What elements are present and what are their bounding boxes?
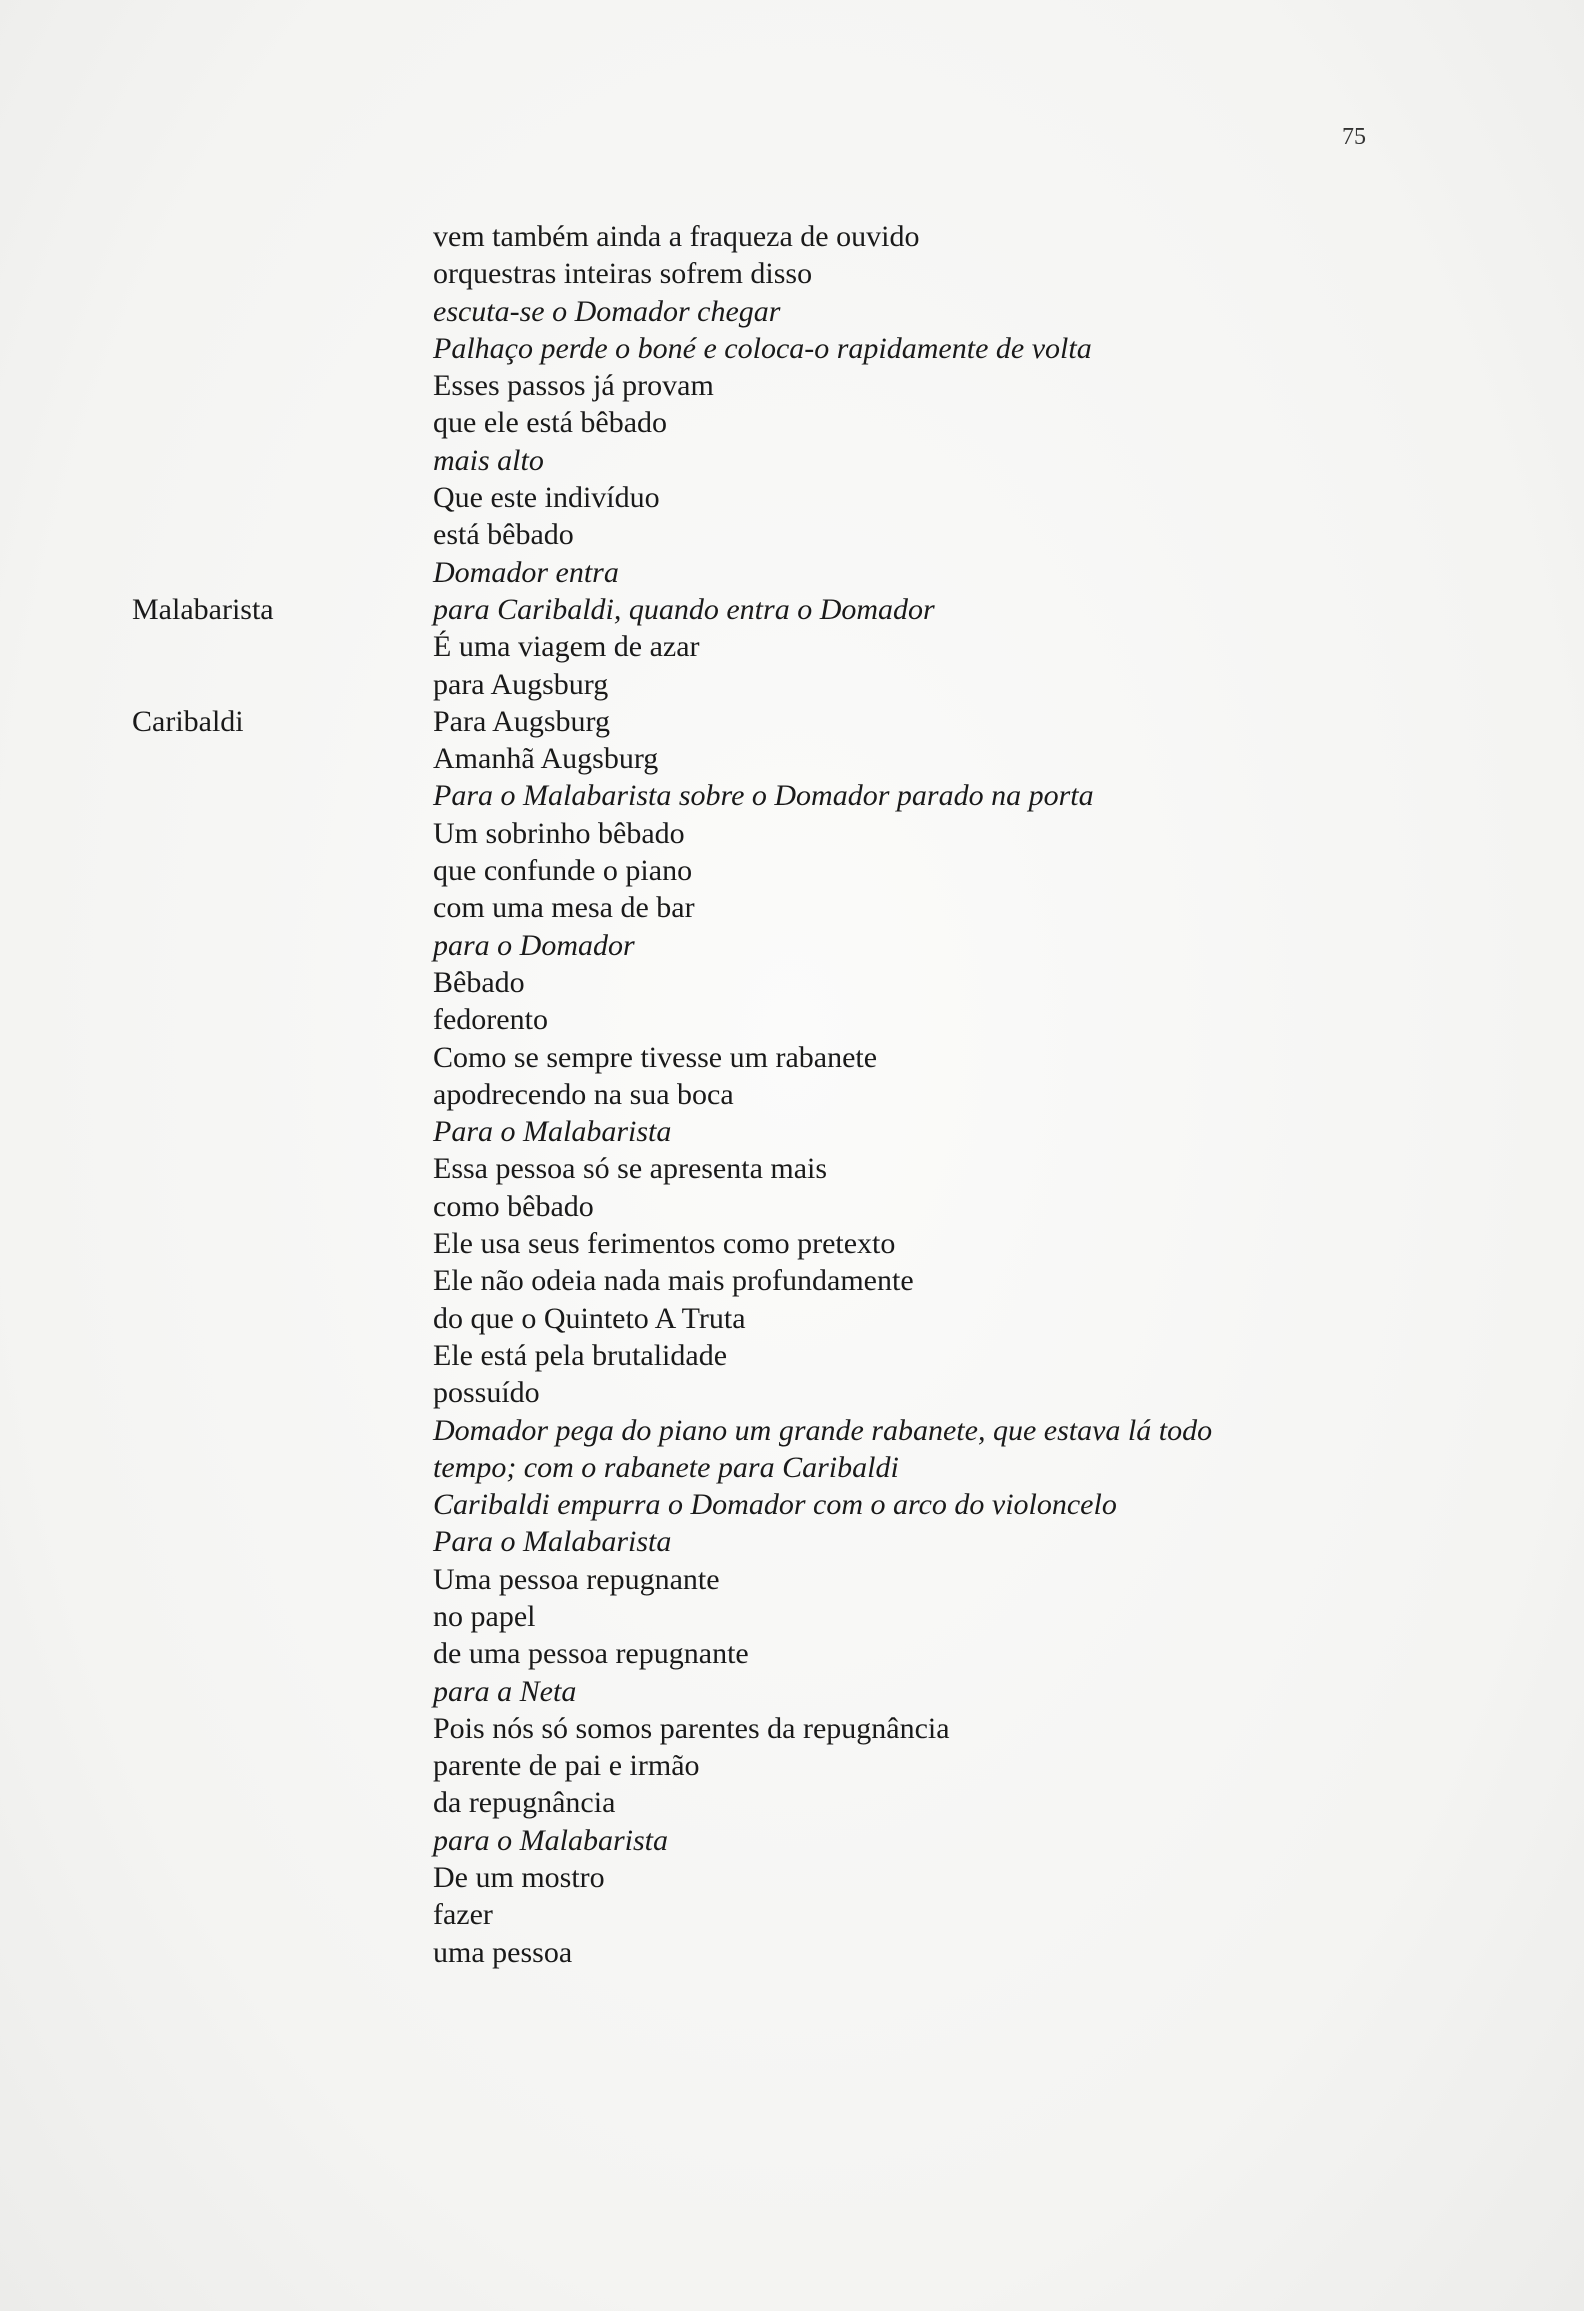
dialogue-line: como bêbado (433, 1189, 594, 1223)
script-line (0, 1150, 1584, 1187)
stage-direction: Para o Malabarista (433, 1115, 672, 1149)
script-line (0, 1300, 1584, 1337)
dialogue-line: uma pessoa (433, 1935, 573, 1969)
dialogue-line: da repugnância (433, 1786, 616, 1820)
script-line (0, 964, 1584, 1001)
dialogue-line: Como se sempre tivesse um rabanete (433, 1040, 878, 1074)
stage-direction: tempo; com o rabanete para Caribaldi (433, 1450, 899, 1484)
script-line (0, 815, 1584, 852)
dialogue-line: Bêbado (433, 965, 525, 999)
speaker-name: Malabarista (132, 592, 274, 626)
dialogue-line: Ele está pela brutalidade (433, 1338, 728, 1372)
script-line (0, 516, 1584, 553)
script-line (0, 1001, 1584, 1038)
dialogue-line: de uma pessoa repugnante (433, 1637, 749, 1671)
script-line (0, 703, 1584, 740)
dialogue-line: possuído (433, 1376, 540, 1410)
script-line (0, 1598, 1584, 1635)
dialogue-line: vem também ainda a fraqueza de ouvido (433, 220, 920, 253)
script-line (0, 1747, 1584, 1784)
script-line (0, 293, 1584, 330)
script-line (0, 1337, 1584, 1374)
speaker-name: Caribaldi (132, 704, 244, 738)
stage-direction: para Caribaldi, quando entra o Domador (433, 592, 935, 626)
script-line (0, 852, 1584, 889)
dialogue-line: para Augsburg (433, 667, 609, 701)
dialogue-line: Para Augsburg (433, 704, 610, 738)
stage-direction: Domador entra (433, 555, 619, 589)
stage-direction: Para o Malabarista sobre o Domador parado na porta (433, 779, 1094, 813)
script-line (0, 889, 1584, 926)
script-line (0, 740, 1584, 777)
script-line (0, 1188, 1584, 1225)
script-line (0, 1822, 1584, 1859)
script-line (0, 1673, 1584, 1710)
dialogue-line: está bêbado (433, 518, 574, 552)
dialogue-line: Pois nós só somos parentes da repugnância (433, 1711, 950, 1745)
dialogue-line: De um mostro (433, 1861, 605, 1895)
dialogue-line: fazer (433, 1898, 493, 1932)
script-line (0, 554, 1584, 591)
script-line (0, 591, 1584, 628)
page-number: 75 (1342, 124, 1366, 150)
stage-direction: Para o Malabarista (433, 1525, 672, 1559)
script-line (0, 1523, 1584, 1560)
script-line (0, 1225, 1584, 1262)
stage-direction: escuta-se o Domador chegar (433, 294, 781, 328)
script-line (0, 1486, 1584, 1523)
dialogue-line: Esses passos já provam (433, 369, 714, 403)
dialogue-line: do que o Quinteto A Truta (433, 1301, 746, 1335)
dialogue-line: orquestras inteiras sofrem disso (433, 257, 813, 291)
dialogue-line: É uma viagem de azar (433, 630, 700, 664)
dialogue-line: que ele está bêbado (433, 406, 668, 440)
script-line (0, 1561, 1584, 1598)
stage-direction: Palhaço perde o boné e coloca-o rapidamente de volta (433, 331, 1092, 365)
script-line (0, 1412, 1584, 1449)
script-line (0, 777, 1584, 814)
dialogue-line: Ele não odeia nada mais profundamente (433, 1264, 914, 1298)
stage-direction: mais alto (433, 443, 544, 477)
script-line (0, 1262, 1584, 1299)
script-line (0, 1449, 1584, 1486)
stage-direction: para a Neta (433, 1674, 577, 1708)
script-line (0, 255, 1584, 292)
script-line (0, 1635, 1584, 1672)
dialogue-line: Um sobrinho bêbado (433, 816, 685, 850)
script-line (0, 927, 1584, 964)
script-line (0, 479, 1584, 516)
dialogue-line: apodrecendo na sua boca (433, 1077, 734, 1111)
dialogue-line: fedorento (433, 1003, 548, 1037)
script-line (0, 404, 1584, 441)
script-line (0, 1896, 1584, 1933)
script-line (0, 367, 1584, 404)
script-line (0, 1784, 1584, 1821)
script-line (0, 442, 1584, 479)
dialogue-line: parente de pai e irmão (433, 1749, 700, 1783)
script-text (0, 218, 1584, 1971)
script-line (0, 1859, 1584, 1896)
dialogue-line: no papel (433, 1599, 536, 1633)
script-line (0, 1076, 1584, 1113)
dialogue-line: Que este indivíduo (433, 481, 660, 515)
script-line (0, 1934, 1584, 1971)
dialogue-line: Essa pessoa só se apresenta mais (433, 1152, 828, 1186)
script-line (0, 1374, 1584, 1411)
stage-direction: para o Domador (433, 928, 635, 962)
dialogue-line: Amanhã Augsburg (433, 742, 659, 776)
dialogue-line: com uma mesa de bar (433, 891, 695, 925)
dialogue-line: Uma pessoa repugnante (433, 1562, 720, 1596)
script-line (0, 666, 1584, 703)
stage-direction: Caribaldi empurra o Domador com o arco do violoncelo (433, 1488, 1117, 1522)
script-line (0, 1710, 1584, 1747)
stage-direction: para o Malabarista (433, 1823, 669, 1857)
dialogue-line: que confunde o piano (433, 854, 693, 888)
dialogue-line: Ele usa seus ferimentos como pretexto (433, 1227, 896, 1261)
stage-direction: Domador pega do piano um grande rabanete, que estava lá todo (433, 1413, 1213, 1447)
script-line (0, 1039, 1584, 1076)
script-line (0, 628, 1584, 665)
script-line (0, 218, 1584, 255)
script-line (0, 1113, 1584, 1150)
script-line (0, 330, 1584, 367)
